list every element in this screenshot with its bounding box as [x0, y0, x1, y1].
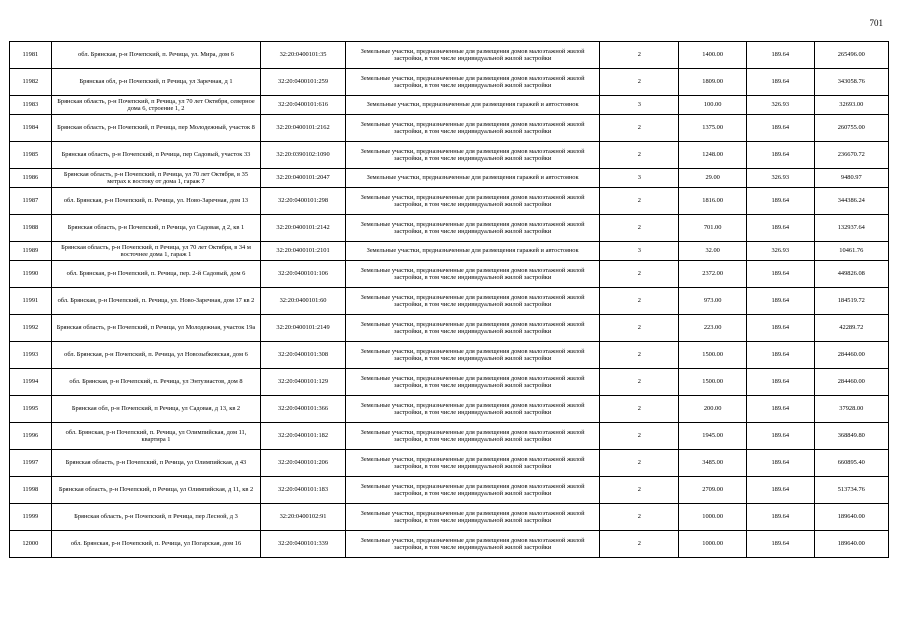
group-cell: 2: [600, 504, 679, 531]
rate-cell: 189.64: [746, 369, 814, 396]
rate-cell: 326.93: [746, 242, 814, 261]
cadastral-number-cell: 32:20:0400101:616: [261, 96, 346, 115]
land-use-cell: Земельные участки, предназначенные для размещения домов малоэтажной жилой застройки, в том числе индивидуальной жилой застройки: [345, 215, 600, 242]
land-use-cell: Земельные участки, предназначенные для размещения гаражей и автостоянок: [345, 242, 600, 261]
group-cell: 2: [600, 423, 679, 450]
cadastral-value-cell: 10461.76: [814, 242, 888, 261]
land-use-cell: Земельные участки, предназначенные для размещения домов малоэтажной жилой застройки, в том числе индивидуальной жилой застройки: [345, 531, 600, 558]
cadastral-value-cell: 344386.24: [814, 188, 888, 215]
area-cell: 701.00: [679, 215, 747, 242]
rate-cell: 189.64: [746, 315, 814, 342]
cadastral-value-cell: 37928.00: [814, 396, 888, 423]
cadastral-number-cell: 32:20:0400101:2142: [261, 215, 346, 242]
area-cell: 100.00: [679, 96, 747, 115]
row-number: 11994: [10, 369, 52, 396]
address-cell: Брянская область, р-н Почепский, п Речица, ул Олимпийская, д 43: [51, 450, 261, 477]
land-use-cell: Земельные участки, предназначенные для размещения домов малоэтажной жилой застройки, в том числе индивидуальной жилой застройки: [345, 315, 600, 342]
land-use-cell: Земельные участки, предназначенные для размещения домов малоэтажной жилой застройки, в том числе индивидуальной жилой застройки: [345, 69, 600, 96]
address-cell: обл. Брянская, р-н Почепский, п. Речица, ул Олимпийская, дом 11, квартира 1: [51, 423, 261, 450]
cadastral-value-table: [9, 41, 889, 558]
address-cell: Брянская область, р-н Почепский, п Речица, пер Лесной, д 3: [51, 504, 261, 531]
address-cell: обл. Брянская, р-н Почепский, п. Речица, ул Погарская, дом 16: [51, 531, 261, 558]
cadastral-value-cell: 189640.00: [814, 531, 888, 558]
area-cell: 200.00: [679, 396, 747, 423]
table-row: [10, 450, 889, 477]
group-cell: 2: [600, 288, 679, 315]
cadastral-number-cell: 32:20:0400101:2149: [261, 315, 346, 342]
table-row: [10, 42, 889, 69]
rate-cell: 189.64: [746, 42, 814, 69]
table-row: [10, 142, 889, 169]
address-cell: Брянская обл, р-н Почепский, п Речица, ул Заречная, д 1: [51, 69, 261, 96]
table-row: [10, 242, 889, 261]
table-row: [10, 396, 889, 423]
row-number: 11985: [10, 142, 52, 169]
rate-cell: 189.64: [746, 504, 814, 531]
rate-cell: 189.64: [746, 396, 814, 423]
table-row: [10, 115, 889, 142]
group-cell: 2: [600, 115, 679, 142]
address-cell: Брянская область, р-н Почепский, п Речица, пер Молодежный, участок 8: [51, 115, 261, 142]
address-cell: Брянская обл, р-н Почепский, п Речица, ул Садовая, д 13, кв 2: [51, 396, 261, 423]
row-number: 11988: [10, 215, 52, 242]
row-number: 11991: [10, 288, 52, 315]
group-cell: 2: [600, 396, 679, 423]
area-cell: 1400.00: [679, 42, 747, 69]
area-cell: 32.00: [679, 242, 747, 261]
area-cell: 29.00: [679, 169, 747, 188]
area-cell: 223.00: [679, 315, 747, 342]
rate-cell: 189.64: [746, 215, 814, 242]
cadastral-number-cell: 32:20:0400101:259: [261, 69, 346, 96]
row-number: 11987: [10, 188, 52, 215]
rate-cell: 189.64: [746, 531, 814, 558]
land-use-cell: Земельные участки, предназначенные для размещения домов малоэтажной жилой застройки, в том числе индивидуальной жилой застройки: [345, 423, 600, 450]
address-cell: обл. Брянская, р-н Почепский, п. Речица, ул. Ново-Заречная, дом 13: [51, 188, 261, 215]
cadastral-value-cell: 42289.72: [814, 315, 888, 342]
rate-cell: 326.93: [746, 169, 814, 188]
address-cell: Брянская область, р-н Почепский, п Речица, ул 70 лет Октября, северное дома 6, строение 1, 2: [51, 96, 261, 115]
area-cell: 1375.00: [679, 115, 747, 142]
cadastral-value-cell: 284460.00: [814, 369, 888, 396]
land-use-cell: Земельные участки, предназначенные для размещения домов малоэтажной жилой застройки, в том числе индивидуальной жилой застройки: [345, 42, 600, 69]
land-use-cell: Земельные участки, предназначенные для размещения домов малоэтажной жилой застройки, в том числе индивидуальной жилой застройки: [345, 188, 600, 215]
row-number: 11999: [10, 504, 52, 531]
cadastral-value-cell: 260755.00: [814, 115, 888, 142]
cadastral-number-cell: 32:20:0400101:308: [261, 342, 346, 369]
cadastral-value-cell: 368849.80: [814, 423, 888, 450]
land-use-cell: Земельные участки, предназначенные для размещения домов малоэтажной жилой застройки, в том числе индивидуальной жилой застройки: [345, 477, 600, 504]
table-row: [10, 531, 889, 558]
cadastral-number-cell: 32:20:0400101:183: [261, 477, 346, 504]
address-cell: Брянская область, р-н Почепский, п Речица, ул 70 лет Октября, в 34 м восточнее дома 1, гараж 1: [51, 242, 261, 261]
land-use-cell: Земельные участки, предназначенные для размещения домов малоэтажной жилой застройки, в том числе индивидуальной жилой застройки: [345, 450, 600, 477]
land-use-cell: Земельные участки, предназначенные для размещения гаражей и автостоянок: [345, 169, 600, 188]
row-number: 11990: [10, 261, 52, 288]
group-cell: 2: [600, 531, 679, 558]
group-cell: 2: [600, 342, 679, 369]
rate-cell: 326.93: [746, 96, 814, 115]
cadastral-number-cell: 32:20:0400101:366: [261, 396, 346, 423]
cadastral-number-cell: 32:20:0400101:339: [261, 531, 346, 558]
group-cell: 2: [600, 69, 679, 96]
rate-cell: 189.64: [746, 69, 814, 96]
group-cell: 3: [600, 96, 679, 115]
rate-cell: 189.64: [746, 423, 814, 450]
area-cell: 2372.00: [679, 261, 747, 288]
cadastral-number-cell: 32:20:0400101:182: [261, 423, 346, 450]
group-cell: 2: [600, 315, 679, 342]
table-row: [10, 423, 889, 450]
cadastral-number-cell: 32:20:0400101:2162: [261, 115, 346, 142]
cadastral-value-cell: 236670.72: [814, 142, 888, 169]
land-use-cell: Земельные участки, предназначенные для размещения гаражей и автостоянок: [345, 96, 600, 115]
group-cell: 2: [600, 450, 679, 477]
cadastral-number-cell: 32:20:0390102:1090: [261, 142, 346, 169]
row-number: 11996: [10, 423, 52, 450]
area-cell: 1000.00: [679, 531, 747, 558]
address-cell: Брянская область, р-н Почепский, п Речица, ул 70 лет Октября, в 35 метрах к востоку от дома 1, гараж 7: [51, 169, 261, 188]
cadastral-value-cell: 9480.97: [814, 169, 888, 188]
group-cell: 3: [600, 169, 679, 188]
cadastral-number-cell: 32:20:0400101:2101: [261, 242, 346, 261]
group-cell: 2: [600, 215, 679, 242]
row-number: 11989: [10, 242, 52, 261]
table-body: [10, 42, 889, 558]
cadastral-number-cell: 32:20:0400101:60: [261, 288, 346, 315]
address-cell: обл. Брянская, р-н Почепский, п. Речица, ул. Ново-Заречная, дом 17 кв 2: [51, 288, 261, 315]
address-cell: Брянская область, р-н Почепский, п Речица, ул Олимпийская, д 11, кв 2: [51, 477, 261, 504]
address-cell: обл. Брянская, р-н Почепский, п. Речица, пер. 2-й Садовый, дом 6: [51, 261, 261, 288]
row-number: 11992: [10, 315, 52, 342]
cadastral-number-cell: 32:20:0400101:129: [261, 369, 346, 396]
area-cell: 1000.00: [679, 504, 747, 531]
area-cell: 973.00: [679, 288, 747, 315]
table-row: [10, 261, 889, 288]
rate-cell: 189.64: [746, 342, 814, 369]
cadastral-value-cell: 513734.76: [814, 477, 888, 504]
table-row: [10, 169, 889, 188]
row-number: 12000: [10, 531, 52, 558]
table-row: [10, 477, 889, 504]
land-use-cell: Земельные участки, предназначенные для размещения домов малоэтажной жилой застройки, в том числе индивидуальной жилой застройки: [345, 369, 600, 396]
rate-cell: 189.64: [746, 142, 814, 169]
cadastral-value-cell: 449826.08: [814, 261, 888, 288]
cadastral-number-cell: 32:20:0400101:298: [261, 188, 346, 215]
land-use-cell: Земельные участки, предназначенные для размещения домов малоэтажной жилой застройки, в том числе индивидуальной жилой застройки: [345, 504, 600, 531]
group-cell: 2: [600, 477, 679, 504]
rate-cell: 189.64: [746, 115, 814, 142]
address-cell: обл. Брянская, р-н Почепский, п. Речица, ул Новозыбковская, дом 6: [51, 342, 261, 369]
row-number: 11983: [10, 96, 52, 115]
cadastral-value-cell: 343058.76: [814, 69, 888, 96]
table-row: [10, 188, 889, 215]
cadastral-value-cell: 660895.40: [814, 450, 888, 477]
address-cell: Брянская область, р-н Почепский, п Речица, ул Садовая, д 2, кв 1: [51, 215, 261, 242]
area-cell: 2709.00: [679, 477, 747, 504]
area-cell: 1500.00: [679, 342, 747, 369]
cadastral-number-cell: 32:20:0400101:2047: [261, 169, 346, 188]
row-number: 11986: [10, 169, 52, 188]
table-row: [10, 96, 889, 115]
group-cell: 3: [600, 242, 679, 261]
land-use-cell: Земельные участки, предназначенные для размещения домов малоэтажной жилой застройки, в том числе индивидуальной жилой застройки: [345, 342, 600, 369]
table-row: [10, 504, 889, 531]
cadastral-value-cell: 32693.00: [814, 96, 888, 115]
group-cell: 2: [600, 42, 679, 69]
area-cell: 1816.00: [679, 188, 747, 215]
row-number: 11997: [10, 450, 52, 477]
cadastral-number-cell: 32:20:0400101:206: [261, 450, 346, 477]
rate-cell: 189.64: [746, 288, 814, 315]
area-cell: 1500.00: [679, 369, 747, 396]
table-row: [10, 69, 889, 96]
rate-cell: 189.64: [746, 450, 814, 477]
area-cell: 1248.00: [679, 142, 747, 169]
table-row: [10, 369, 889, 396]
row-number: 11998: [10, 477, 52, 504]
address-cell: обл. Брянская, р-н Почепский, п. Речица, ул Энтузиастов, дом 8: [51, 369, 261, 396]
group-cell: 2: [600, 369, 679, 396]
rate-cell: 189.64: [746, 477, 814, 504]
cadastral-number-cell: 32:20:0400101:106: [261, 261, 346, 288]
table-row: [10, 215, 889, 242]
group-cell: 2: [600, 261, 679, 288]
cadastral-value-cell: 265496.00: [814, 42, 888, 69]
rate-cell: 189.64: [746, 261, 814, 288]
group-cell: 2: [600, 142, 679, 169]
rate-cell: 189.64: [746, 188, 814, 215]
row-number: 11981: [10, 42, 52, 69]
row-number: 11993: [10, 342, 52, 369]
area-cell: 1809.00: [679, 69, 747, 96]
land-use-cell: Земельные участки, предназначенные для размещения домов малоэтажной жилой застройки, в том числе индивидуальной жилой застройки: [345, 115, 600, 142]
group-cell: 2: [600, 188, 679, 215]
row-number: 11995: [10, 396, 52, 423]
cadastral-value-cell: 184519.72: [814, 288, 888, 315]
row-number: 11982: [10, 69, 52, 96]
table-row: [10, 288, 889, 315]
cadastral-value-cell: 284460.00: [814, 342, 888, 369]
land-use-cell: Земельные участки, предназначенные для размещения домов малоэтажной жилой застройки, в том числе индивидуальной жилой застройки: [345, 396, 600, 423]
address-cell: обл. Брянская, р-н Почепский, п. Речица, ул. Мира, дом 6: [51, 42, 261, 69]
address-cell: Брянская область, р-н Почепский, п Речица, пер Садовый, участок 33: [51, 142, 261, 169]
cadastral-value-cell: 189640.00: [814, 504, 888, 531]
land-use-cell: Земельные участки, предназначенные для размещения домов малоэтажной жилой застройки, в том числе индивидуальной жилой застройки: [345, 288, 600, 315]
cadastral-number-cell: 32:20:0400102:91: [261, 504, 346, 531]
table-row: [10, 342, 889, 369]
page-number: 701: [869, 18, 883, 28]
land-use-cell: Земельные участки, предназначенные для размещения домов малоэтажной жилой застройки, в том числе индивидуальной жилой застройки: [345, 142, 600, 169]
area-cell: 1945.00: [679, 423, 747, 450]
table-row: [10, 315, 889, 342]
cadastral-value-cell: 132937.64: [814, 215, 888, 242]
area-cell: 3485.00: [679, 450, 747, 477]
cadastral-number-cell: 32:20:0400101:35: [261, 42, 346, 69]
land-use-cell: Земельные участки, предназначенные для размещения домов малоэтажной жилой застройки, в том числе индивидуальной жилой застройки: [345, 261, 600, 288]
row-number: 11984: [10, 115, 52, 142]
address-cell: Брянская область, р-н Почепский, п Речица, ул Молодежная, участок 19а: [51, 315, 261, 342]
